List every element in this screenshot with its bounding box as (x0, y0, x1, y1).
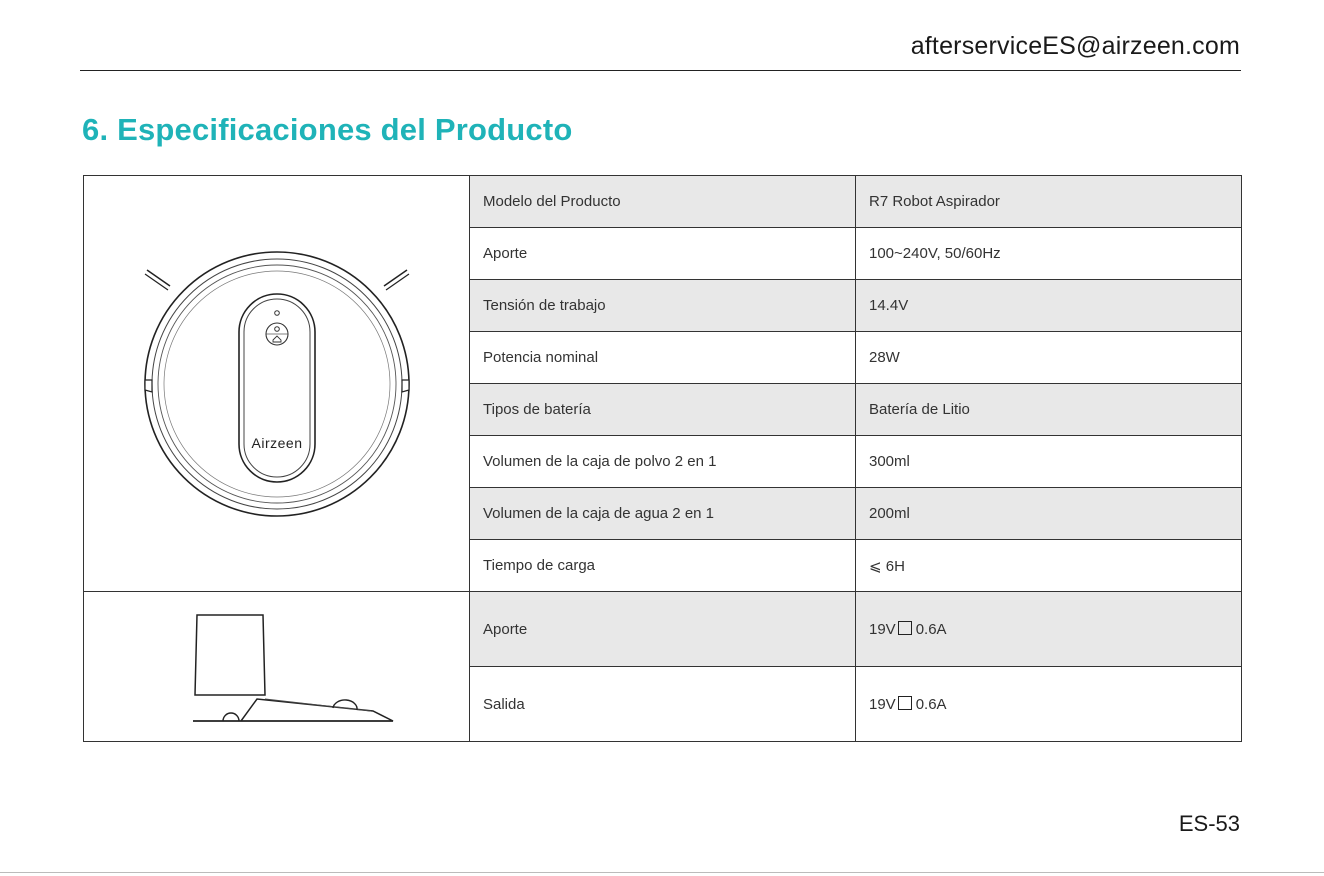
voltage-value: 19V (869, 620, 896, 638)
spec-table (83, 175, 1242, 742)
charging-dock-illustration (157, 595, 397, 735)
table-row (84, 176, 1242, 228)
robot-vacuum-illustration (137, 242, 417, 522)
page-number: ES-53 (1178, 811, 1240, 836)
current-value: 0.6A (915, 620, 947, 638)
spec-value: 28W (856, 332, 1242, 384)
spec-label: Volumen de la caja de agua 2 en 1 (470, 488, 856, 540)
bottom-rule (0, 872, 1324, 873)
spec-value: R7 Robot Aspirador (856, 176, 1242, 228)
spec-value: 300ml (856, 436, 1242, 488)
voltage-value: 19V (869, 695, 896, 713)
table-row (84, 592, 1242, 667)
dc-symbol-icon (898, 696, 912, 710)
spec-label: Tiempo de carga (470, 540, 856, 592)
spec-value (856, 667, 1242, 742)
spec-label: Tensión de trabajo (470, 280, 856, 332)
spec-value: 14.4V (856, 280, 1242, 332)
robot-logo-text: Airzeen (251, 434, 302, 451)
spec-label: Tipos de batería (470, 384, 856, 436)
dock-image-cell (84, 592, 470, 742)
spec-label: Volumen de la caja de polvo 2 en 1 (470, 436, 856, 488)
current-value: 0.6A (915, 695, 947, 713)
spec-value: 200ml (856, 488, 1242, 540)
robot-image-cell (84, 176, 470, 592)
spec-value: ⩽ 6H (856, 540, 1242, 592)
spec-label: Aporte (470, 592, 856, 667)
spec-label: Potencia nominal (470, 332, 856, 384)
spec-label: Modelo del Producto (470, 176, 856, 228)
header-email: afterserviceES@airzeen.com (910, 32, 1240, 60)
dc-symbol-icon (898, 621, 912, 635)
spec-label: Salida (470, 667, 856, 742)
section-title: 6. Especificaciones del Producto (82, 112, 573, 147)
spec-value: 100~240V, 50/60Hz (856, 228, 1242, 280)
spec-value (856, 592, 1242, 667)
header-rule (80, 70, 1241, 71)
spec-value: Batería de Litio (856, 384, 1242, 436)
spec-label: Aporte (470, 228, 856, 280)
